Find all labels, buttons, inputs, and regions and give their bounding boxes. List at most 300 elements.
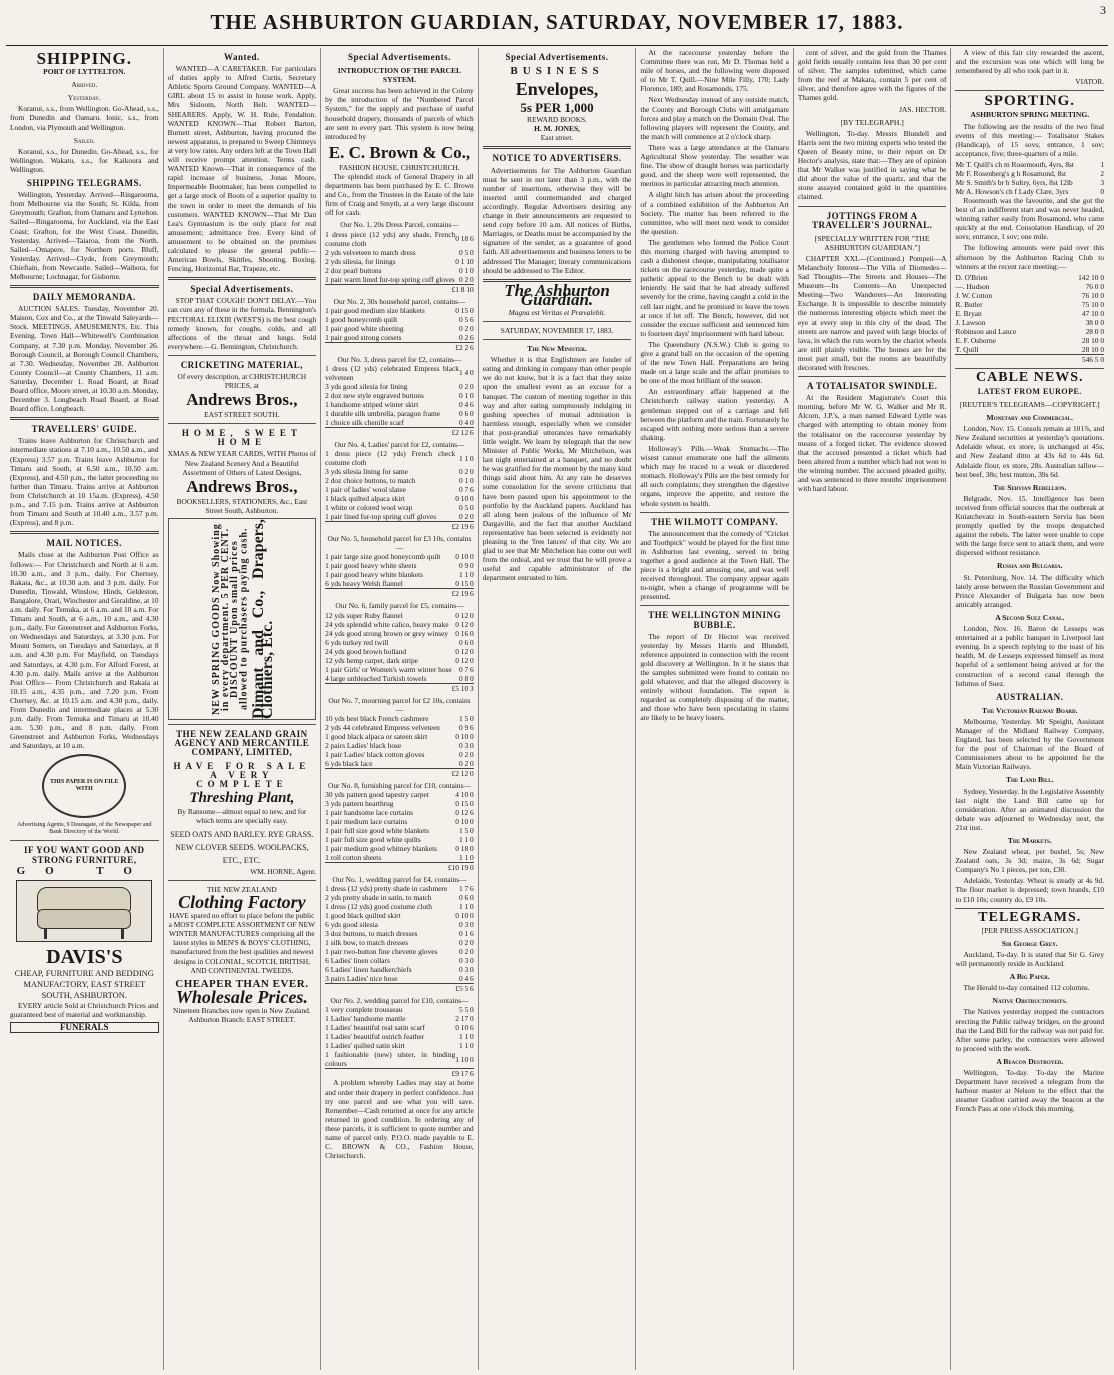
parcel-item-name: 1 pair Ladies' black cotton gloves	[325, 749, 425, 759]
payout-row-value: 142 10 0	[1078, 272, 1105, 282]
parcel-item-price: 2 17 0	[455, 1014, 474, 1024]
police-court-text: The gentlemen who formed the Police Court this morning charged with having attempted to cash a dishonest cheque, manipulating totalisator tickets on the racecourse yesterday, made quite a pathetic appeal to the Bench to be dealt with leniently. He said that he had already suffered severely for the crime, having caught a cold in the cell last night, and he promised to leave the town at once if let off. The Bench, however, did not consider the excuse sufficient and sentenced him to fourteen days' imprisonment with hard labour.	[640, 237, 789, 338]
parcel-item-name: 12 yds hemp carpet, dark stripe	[325, 655, 418, 665]
parcel-heading: Our No. 7, mourning parcel for £2 10s, contains—	[328, 695, 471, 714]
divider	[168, 423, 317, 424]
column-5	[636, 48, 794, 1370]
payout-row	[955, 345, 1104, 354]
parcel-system-text: Great success has been achieved in the Colony by the introduction of the "Numbered Parcel System," for the supply and purchase of useful household drapery, thousands of parcels of which are sent to every part. This system is now being introduced by	[325, 86, 474, 141]
parcel-item	[325, 902, 474, 911]
beacon-text: Wellington, To-day. To-day the Marine Department have received a telegram from the harbour master at Nelson to the effect that the steamer Grafton carried away the beacon at the French Pass at one o'clock this morning.	[955, 1067, 1105, 1114]
parcel-item-name: 1 white or colored wool wrap	[325, 503, 413, 513]
parcel-item-price: 0 10 0	[455, 911, 474, 921]
parcel-item-name: 1 good black alpaca or sateen skirt	[325, 731, 428, 741]
parcel-item-name: 1 pair good medium size blankets	[325, 305, 425, 315]
parcel-item	[325, 485, 474, 494]
parcel-heading: Our No. 1, 20s Dress Parcel, contains—	[340, 220, 459, 230]
parcel-item	[325, 938, 474, 947]
parcel-item	[325, 579, 474, 588]
parcel-item-name: 1 pair good heavy white sheets	[325, 561, 417, 571]
newspaper-title: THE ASHBURTON GUARDIAN, SATURDAY, NOVEMBER 17, 1883.	[210, 10, 904, 34]
race-result-row-value: 1	[1100, 159, 1105, 169]
markets-heading: The Markets.	[1007, 836, 1052, 845]
parcel-item-price: 0 1 0	[458, 390, 474, 400]
parcel-table	[325, 449, 474, 521]
special-ads-text: STOP THAT COUGH! DON'T DELAY.—You can cure any of these in the formula. Bennington's PECTORAL ELIXIR (WEST'S) is the best cough remedy known, for coughs, colds, and all affections of the throat and lungs. Sold everywhere.—G. Bennington, Christchurch.	[167, 296, 317, 351]
payouts-table	[955, 273, 1104, 354]
parcel-item-price: 0 10 6	[455, 1023, 474, 1033]
parcel-item	[325, 835, 474, 844]
mining-bubble-heading: THE WELLINGTON MINING BUBBLE.	[648, 610, 781, 630]
parcel-item-price: 0 2 0	[458, 749, 474, 759]
minister-text: Whether it is that Englishmen are fonder of eating and drinking in company than other people we do not know, but it is a fact that they seize upon the smallest event as an excuse for a banquet. The custom of meeting together in this way and after eating sumptuously indulging in gushing speeches of mutual admiration is harmless enough, especially when we consider that post-prandial utterances have remarkably little weight. We learn by telegraph that the new Minister of Public Works, Mr Mitchelson, was last night entertained at a banquet, and no doubt he was gratified for the moment by the many kind things said about him. At any rate he deserves some consolation for the severe criticisms that have been passed upon his appointment to the portfolio by the Auckland papers. Auckland has all along been jealous of the influence of Mr Dargaville, and the fact that another Auckland representative has been selected is evidently not pleasing to the 'free lances' of that city. We are glad to see that Mr Mitchelson has come out well from the ordeal, and we trust that he will prove a useful and capable administrator of the department entrusted to him.	[482, 355, 632, 583]
divider	[798, 206, 947, 207]
payouts-total: 546 5 0	[955, 354, 1104, 364]
parcel-item	[325, 570, 474, 579]
payout-row-value: 75 10 0	[1081, 299, 1105, 309]
parcel-item	[325, 449, 474, 467]
parcel-item-price: 1 5 0	[458, 826, 474, 835]
divider	[10, 285, 159, 288]
parcel-item	[325, 476, 474, 485]
race-result-row-value: 3	[1100, 177, 1105, 187]
guardian-motto: Magna est Veritas et Prævalebit.	[508, 307, 606, 317]
holloway-text: Holloway's Pills.—Weak Stomachs.—The wisest cannot enumerate one half the ailments which may be traced to a weak or disordered stomach. Holloway's Pills are the best remedy for all such complaints; they strengthen the digestive organs, improve the appetite, and restore the whole system to health.	[640, 443, 789, 508]
clothing-intro: THE NEW ZEALAND	[207, 884, 277, 894]
parcel-item-price: 0 10 0	[455, 817, 474, 826]
parcel-item-price: 0 2 0	[458, 947, 474, 957]
clothing-factory-heading: Clothing Factory	[178, 891, 306, 912]
parcel-item-name: 1 pair of ladies' wool slatee	[325, 485, 406, 495]
payout-row	[955, 327, 1104, 336]
parcel-item-price: 1 1 0	[458, 570, 474, 580]
parcel-item	[325, 929, 474, 938]
divider	[955, 368, 1104, 369]
threshing-plant: Threshing Plant,	[189, 789, 295, 806]
payout-row	[955, 300, 1104, 309]
parcel-item-price: 0 2 0	[458, 758, 474, 768]
parcel-item-price: 0 4 6	[458, 974, 474, 984]
threshing-sub: By Ransome—almost equal to new, and for which terms are specially easy.	[177, 806, 307, 825]
parcel-total: £2 12 6	[325, 427, 474, 437]
parcel-item-price: 1 1 0	[458, 835, 474, 844]
parcel-item-name: 3 yds pattern hearthrug	[325, 799, 394, 808]
page-number: 3	[1100, 3, 1106, 17]
parcel-item-price: 0 3 0	[458, 920, 474, 930]
big-paper-heading: A Big Paper.	[1009, 972, 1050, 982]
divider	[168, 277, 317, 280]
suez-canal-text: London, Nov. 16. Baron de Lesseps was entertained at a public banquet in Liverpool last evening. In a speech replying to the toast of his health, M. de Lesseps expressed himself as most hopeful of a settlement being arrived at for the construction of a second canal through the Isthmus of Suez.	[955, 624, 1105, 688]
parcel-total: £2 19 6	[325, 588, 474, 598]
sailed-text: Koranui, s.s., for Dunedin. Go-Ahead, s.s., for Wellington. Wakatu, s.s., for Kaikoura and Wellington.	[10, 146, 159, 174]
payout-row	[955, 318, 1104, 327]
parcel-item	[325, 503, 474, 512]
divider	[955, 90, 1104, 91]
date-line: SATURDAY, NOVEMBER 17, 1883.	[500, 325, 614, 335]
divider	[10, 840, 159, 841]
jones-name: H. M. JONES,	[534, 124, 580, 134]
divider	[10, 531, 159, 534]
payout-row	[955, 291, 1104, 300]
parcel-item	[325, 409, 474, 418]
parcel-item-price: 0 12 0	[455, 655, 474, 665]
parcel-item-price: 0 8 0	[458, 673, 474, 683]
parcel-item	[325, 790, 474, 799]
parcel-item-name: 1 pair good strong corsets	[325, 332, 402, 342]
parcel-item	[325, 714, 474, 723]
parcel-item	[325, 741, 474, 750]
race-result-row-name: Mr F. Rosenberg's g h Rosamond, 8st	[955, 168, 1067, 178]
silver-text: cent of silver, and the gold from the Thames gold fields usually contains less than 30 per cent of silver. The samples submitted, which came from the reef at Makara, contain 5 per cent of silver, and therefore agree with the figures of the Thames gold.	[797, 48, 947, 103]
andrews2-address: BOOKSELLERS, STATIONERS, &c., East Street South, Ashburton.	[176, 496, 308, 515]
per-thousand: 5s PER 1,000	[520, 100, 594, 116]
parcel-item-name: 6 yds turkey red twill	[325, 637, 389, 647]
natives-text: The Natives yesterday stopped the contractors erecting the Public railway bridges, on the ground that the Land Bill for the railway was not paid for. After some parley, the contractors were allowed to proceed with the work.	[955, 1007, 1105, 1053]
cricketing-heading: CRICKETING MATERIAL,	[180, 359, 304, 370]
hector-signature: JAS. HECTOR.	[899, 104, 947, 114]
payout-row-value: 76 10 0	[1081, 290, 1105, 300]
parcel-item	[325, 947, 474, 956]
mining-bubble-text: The report of Dr Hector was received yesterday by Messrs Harris and Blundell, reference appointed in connection with the recent gold discovery at Wellington. In it he states that the samples submitted were found to contain no gold whatever, and that the alleged discovery is entirely without foundation. The report is regarded as completely disposing of the matter, and those who have been speculating in claims are likely to be heavy losers.	[640, 631, 789, 723]
parcel-item-price: 0 10 0	[455, 731, 474, 741]
parcel-item-price: 0 16 0	[455, 628, 474, 638]
divider	[168, 724, 317, 725]
race-results-table	[955, 160, 1104, 196]
notice-heading: NOTICE TO ADVERTISERS.	[492, 153, 622, 164]
minister-heading: The New Minister.	[527, 344, 587, 354]
viator-signature: VIATOR.	[1075, 77, 1105, 87]
totalisator-heading: A TOTALISATOR SWINDLE.	[806, 381, 938, 392]
parcel-item	[325, 920, 474, 929]
parcel-item	[325, 629, 474, 638]
parcel-item-price: 0 1 6	[458, 929, 474, 939]
parcel-heading: Our No. 1, wedding parcel for £4, contains—	[332, 875, 467, 885]
seeds-list: SEED OATS AND BARLEY. RYE GRASS. NEW CLOVER SEEDS. WOOLPACKS, ETC., ETC.	[170, 829, 314, 865]
parcel-heading: Our No. 4, Ladies' parcel for £2, contains—	[334, 439, 465, 449]
shipping-telegrams-text: Wellington, Yesterday. Arrived—Ringarooma, from Melbourne via the South; St. Kilda, from Greymouth; Grafton, from Oamaru and Lyttelton. Sailed—Ringarooma, for Auckland, via the East Coast; Grafton, for the West Coast. Dunedin, Yesterday. Arrived—Taiaroa, from the North. Sailed—Omapere, for Northern ports. Bluff, Yesterday. Arrived—Clyde, from Greymouth; Chieftain, from Newcastle. Sailed—Waihora, for Melbourne; Lochnagar, for Gisborne.	[10, 190, 159, 281]
parcel-item-name: 1 pair lined fur-top spring cuff gloves	[325, 512, 437, 522]
parcel-item	[325, 1005, 474, 1014]
wilmott-text: The announcement that the comedy of "Cricket and Toothpick" would be played for the first time in Ashburton last evening, served to bring together a good audience at the Town Hall. The piece is a bright and amusing one, and was well received throughout. The company appear again to-night, when a change of programme will be presented.	[640, 528, 789, 602]
grey-heading: Sir George Grey.	[1001, 938, 1058, 948]
parcel-item-price: 1 1 0	[458, 853, 474, 862]
spring-meeting-heading: ASHBURTON SPRING MEETING.	[970, 110, 1090, 120]
parcel-item	[325, 512, 474, 521]
parcel-item-name: 2 yds silesia, for linings	[325, 256, 396, 266]
clothing-footer: Nineteen Branches now open in New Zealand. Ashburton Branch: EAST STREET.	[173, 1005, 311, 1024]
special-ads-heading: Special Advertisements.	[505, 52, 609, 62]
payout-row-value: 28 10 0	[1081, 344, 1105, 354]
parcel-item-price: 1 1 0	[458, 902, 474, 912]
mail-text: Mails close at the Ashburton Post Office as follows:— For Christchurch and North at 6 a.m. 10.30 a.m., and 3 p.m., daily. For Chertsey, Rakaia, &c., at 10.30 a.m. and 3 p.m. daily. For Dunedin, Tinwald, Winslow, Hinds, Geldeston, Bangalore, Orari, Winchester and Geraldine, at 10 a.m. daily. For Temuka, at 6 a.m. and 10 a.m. For Timaru and South, at 6 a.m., 10 a.m., and 4.30 p.m., daily. For Greenstreet and Ashburton Forks, on Wednesdays and Saturdays, at 3.30 p.m. For Mount Somers, on Tuesdays and Saturdays, at 8 a.m. and 4.30 p.m. For Mayfield, on Tuesdays and Saturdays, at 4.30 p.m. For Alford Forest, at 4.30 p.m. daily. Mails arrive at the Ashburton Post Office— From Christchurch and Rakaia at 10.15 a.m., 4.35 p.m., and 7.20 p.m. From Chertsey, &c. at 10.15 a.m. and 4.30 p.m., daily. From Dunedin and intermediate places at 5.30 p.m. daily. From Temuka and Timaru at 10.40 a.m. 5.30 p.m., and 8 p.m. daily. From Greenstreet and Ashburton Forks, Wednesdays and Saturdays, at 10 a.m.	[10, 550, 159, 751]
parcel-item-price: 0 1 10	[455, 256, 474, 266]
payout-row	[955, 336, 1104, 345]
parcel-item-price: 0 12 0	[455, 619, 474, 629]
race-result-row	[955, 187, 1104, 196]
parcel-item-price: 0 2 0	[458, 381, 474, 391]
parcel-item-name: 3 yds good silesia for lining	[325, 381, 408, 391]
spring-goods-ad	[168, 518, 317, 720]
payout-row-name: —. Hudson	[955, 281, 990, 291]
land-bill-text: Sydney, Yesterday. In the Legislative Assembly last night the Land Bill came up for consideration. After an animated discussion the debate was adjourned to Wednesday next, the 21st inst.	[955, 786, 1105, 832]
parcel-item	[325, 364, 474, 382]
spring-meeting-text: The following are the results of the two final events of this meeting:— Totalisator Stakes (Handicap), of 15 sovs; entrance, 1 sov; acceptance, five; three-quarters of a mile.	[955, 121, 1105, 158]
parcel-item-name: 1 black quilted alpaca skirt	[325, 494, 405, 504]
parcel-item	[325, 759, 474, 768]
parcel-item	[325, 974, 474, 983]
business-heading: BUSINESS	[510, 65, 604, 78]
parcel-item-name: 1 pair Girls' or Women's warm winter hose	[325, 664, 452, 674]
parcel-item-price: 0 2 0	[458, 274, 474, 284]
parcel-item-price: 0 10 0	[455, 552, 474, 562]
parcel-item-name: 12 yds super Ruby flannel	[325, 610, 403, 620]
totalisator-text: At the Resident Magistrate's Court this morning, before Mr W. G. Walker and Mr R. Alcorn, J.P.'s, a man named Edward Lyttle was charged with attempting to obtain money from the totalisator on the racecourse yesterday by means of a forged ticket. The evidence showed that the accused presented a ticket which had been altered from a number which had not won to the winning number. The accused pleaded guilty, and was sentenced to three months' imprisonment with hard labour.	[797, 393, 947, 494]
parcel-item-price: 0 1 0	[458, 476, 474, 486]
payout-row-name: D. O'Brien	[955, 272, 988, 282]
parcel-item-price: 0 5 0	[458, 503, 474, 513]
parcel-item-price: 1 5 0	[458, 713, 474, 723]
reward-books: REWARD BOOKS.	[527, 115, 587, 125]
parcel-item-price: 0 2 6	[458, 332, 474, 342]
parcel-item-name: 1 pair medium lace curtains	[325, 817, 408, 826]
brown-co-sub: FASHION HOUSE, CHRISTCHURCH.	[339, 162, 460, 172]
parcel-item	[325, 1041, 474, 1050]
stamp-text: THIS PAPER IS ON FILE WITH	[49, 779, 119, 793]
parcel-item-price: 0 12 6	[455, 808, 474, 817]
ball-text: The Queensbury (N.S.W.) Club is going to give a grand ball on the occasion of the opening of the new Town Hall. Preparations are being made on a large scale and the affair promises to be one of the most brilliant of the season.	[640, 339, 789, 386]
home-sub: XMAS & NEW YEAR CARDS, WITH Photos of New Zealand Scenery And a Beautiful Assortment of Others of Latest Designs,	[167, 449, 317, 477]
parcel-item-name: 1 dress (12 yds) celebrated Empress black velveteen	[325, 363, 459, 382]
parcel-item-price: 0 15 0	[455, 579, 474, 589]
clothing-text: HAVE spared no effort to place before the public a MOST COMPLETE ASSORTMENT OF NEW WINTER MANUFACTURES comprising all the latest styles in MEN'S & BOYS' CLOTHING, manufactured from the best qualities and newest designs in COLONIAL, SCOTCH, BRITISH, AND CONTINENTAL TWEEDS.	[168, 911, 316, 975]
racecourse-text: At the racecourse yesterday before the Committee there was run, Mr D. Thomas held a mile of horses, and the following were disposed of to Mr T. Quill.—Nine Mile Filly, 170; Lady Florence, 180; and Rosamonds, 175.	[640, 48, 789, 94]
parcel-item-price: 1 4 0	[458, 368, 474, 378]
parcel-item-name: 2 pairs Ladies' black hose	[325, 740, 402, 750]
guardian-title: The Ashburton Guardian.	[504, 280, 610, 309]
parcel-item	[325, 884, 474, 893]
stamp-caption: Advertising Agents, 9 Deansgate, of the Newspaper and Bank Directory of the World.	[17, 822, 152, 836]
payout-row-name: E. F. Osborne	[955, 335, 996, 345]
land-bill-heading: The Land Bill.	[1005, 775, 1054, 785]
parcel-item-name: 1 dress piece (12 yds) any shade, French costume cloth	[325, 229, 456, 248]
parcel-item-name: 1 pair two-button fine chevette gloves	[325, 947, 438, 957]
parcel-item-name: 1 pair handsome lace curtains	[325, 808, 413, 817]
parcel-total: £2 2 6	[325, 342, 474, 352]
parcel-item-name: 2 yds pretty shade in satin, to match	[325, 893, 432, 903]
andrews-name: Andrews Bros.,	[186, 390, 298, 410]
parcel-item-name: 2 doz pearl buttons	[325, 265, 382, 275]
wanted-text: WANTED—A CARETAKER. For particulars of duties apply to Alfred Curtis, Secretary Athletic Sports Ground Company. WANTED—A GIRL about 15 to assist in house work. Apply, Mrs Sisloom, North Belt. WANTED—SHEARERS. Apply, W. H. Rule, Fendalton. WANTED KNOWN—That Robert Barton, Burnett street, Ashburton, having procured the newest apparatus, is prepared to Sweep Chimneys at very low rates. Any orders left at the Town Hall will receive prompt attention. Terms cash. WANTED Known—That in consequence of the rapid increase of business, Jonas Moore, Impermeable Bootmaker, has been compelled to get a large stock of Boots of a superior quality to the town in order to meet the demands of his customers. WANTED KNOWN—That Mr Dan Lea's Gymnasium is the only place for real amusement; admittance free. Every kind of amusement to be obtained on the premises calculated to please the general public—American Bowls, Skittles, Shooting, Boxing, Fencing, Horizontal Bar, Trapeze, etc.	[167, 64, 317, 274]
port-heading: PORT OF LYTTELTON.	[43, 67, 126, 77]
cable-news-heading: CABLE NEWS.	[976, 369, 1084, 385]
suez-canal-heading: A Second Suez Canal.	[995, 612, 1065, 622]
divider	[798, 376, 947, 377]
russia-text: St. Petersburg, Nov. 14. The difficulty which lately arose between the Russian Government and Prince Alexander of Bulgaria has now been amicably arranged.	[955, 572, 1105, 609]
parcel-item-price: 1 7 6	[458, 884, 474, 894]
parcel-item-name: 1 choice silk chenille scarf	[325, 417, 404, 427]
parcel-item	[325, 275, 474, 284]
parcel-total: £10 19 0	[325, 862, 474, 872]
payout-row-value: 28 0 0	[1085, 326, 1105, 336]
nz-have-for-sale: HAVE FOR SALE A VERY COMPLETE	[173, 761, 311, 790]
yesterday-label: Yesterday.	[67, 93, 101, 103]
parcel-item-name: 6 yds good silesia	[325, 920, 378, 930]
parcel-item-name: 1 pair good white sheeting	[325, 323, 404, 333]
parcel-item	[325, 333, 474, 342]
divider	[168, 880, 317, 881]
parcel-item-name: 30 yds pattern good tapestry carpet	[325, 790, 429, 799]
parcel-item	[325, 248, 474, 257]
sofa-illustration-icon	[16, 880, 152, 942]
parcel-item-name: 6 yds heavy Welsh flannel	[325, 579, 403, 589]
davis-footer: EVERY article Sold at Christchurch Prices and guaranteed best of material and workmanship.	[10, 1000, 159, 1019]
parcel-heading: Our No. 3, dress parcel for £2, contains—	[337, 354, 462, 364]
parcel-item-price: 0 9 6	[458, 722, 474, 732]
sporting-heading: SPORTING.	[984, 93, 1076, 110]
travellers-text: Trains leave Ashburton for Christchurch and intermediate stations at 7.10 a.m., 10.50 a.m., and (Express) 3.57 p.m. Trains leave Ashburton for Timaru and South, at 6.50 a.m., 10.50 a.m. (Express), and 4.50 p.m., the latter proceeding no further than Timaru. Trains arrive at Ashburton from Christchurch at 10 15a.m. (Express), 4.50 p.m., and 7.15 p.m. Trains arrive at Ashburton from Timaru and South at 10.40 a.m., 3.57 p.m. (Express), and 8 p.m.	[10, 436, 159, 528]
parcel-item	[325, 656, 474, 665]
oamaru-show-text: There was a large attendance at the Oamaru Agricultural Show yesterday. The weather was fine. The show of draught horses was particularly good, and the sheep were well represented, the merinos in particular attracting much attention.	[640, 142, 789, 189]
parcel-table	[325, 230, 474, 284]
divider	[483, 339, 632, 340]
andrews-address: EAST STREET SOUTH.	[204, 410, 280, 420]
parcel-item-price: 0 5 0	[458, 247, 474, 257]
payout-row-name: Robinson and Lance	[955, 326, 1017, 336]
race-result-row-name: Mr S. Smith's br h Sultry, 6yrs, 8st 12lb	[955, 177, 1073, 187]
payout-row-name: E. Bryan	[955, 308, 982, 318]
column-6	[794, 48, 952, 1370]
race-result-row-name: Mr T. Quill's ch m Rosemouth, 4yrs, 8st	[955, 159, 1074, 169]
envelopes-heading: Envelopes,	[515, 79, 599, 100]
parcel-item-name: 1 dress (12 yds) good costume cloth	[325, 902, 432, 912]
masthead	[0, 0, 1114, 44]
divider	[640, 605, 789, 606]
payout-row-value: 47 10 0	[1081, 308, 1105, 318]
parcel-item-name: 2 yds velveteen to match dress	[325, 247, 416, 257]
parcel-item-name: 1 durable silk umbrella, paragon frame	[325, 408, 441, 418]
special-ads-heading: Special Advertisements.	[190, 284, 294, 295]
parcel-item-name: 1 pair large size good honeycomb quilt	[325, 552, 441, 562]
parcel-item	[325, 674, 474, 683]
parcel-item	[325, 1050, 474, 1068]
parcel-item	[325, 382, 474, 391]
parcel-item-price: 0 7 6	[458, 664, 474, 674]
parcel-item-price: 0 6 0	[458, 408, 474, 418]
parcel-item	[325, 391, 474, 400]
monetary-heading: Monetary and Commercial.	[986, 413, 1073, 423]
parcel-item	[325, 1032, 474, 1041]
divider	[168, 355, 317, 356]
parcel-item-price: 0 3 0	[458, 965, 474, 975]
cable-news-sub: LATEST FROM EUROPE.	[977, 386, 1082, 396]
horne-agent: WM. HORNE, Agent.	[250, 866, 317, 876]
railway-board-text: Melbourne, Yesterday. Mr Speight, Assistant Manager of the Midland Railway Company, England, has been selected by the Government for the post of Chairman of the Board of Commissioners about to be appointed for the Main Victorian Railways.	[955, 716, 1105, 772]
parcel-item-name: 3 pairs Ladies' nice hose	[325, 974, 398, 984]
divider	[640, 512, 789, 513]
jones-address: East street.	[540, 133, 574, 143]
parcel-item	[325, 620, 474, 629]
funerals-banner: FUNERALS	[10, 1022, 159, 1033]
parcel-item-price: 0 18 6	[455, 234, 474, 243]
australian-heading: AUSTRALIAN.	[996, 691, 1064, 702]
race-result-row-name: Mr A. Howson's ch f Lady Clare, 3yrs	[955, 186, 1069, 196]
servian-text: Belgrade, Nov. 15. Intelligence has been received from official sources that the outbreak at Kniatchevatz in South-eastern Servia has been promptly quelled by the troops despatched against the rebels. The latter were unable to cope with the large force sent to attack them, and were dispersed without resistance.	[955, 493, 1105, 558]
payouts-heading: The following amounts were paid over this afternoon by the Ashburton Racing Club to winners at the recent race meeting:—	[955, 243, 1105, 271]
railway-text: An extraordinary affair happened at the Christchurch railway station yesterday. A gentleman stepped out of a carriage and fell between the platform and the train. Fortunately he escaped with nothing more serious than a severe shaking.	[640, 387, 789, 442]
parcel-item-name: 1 Ladies' handsome mantle	[325, 1014, 406, 1024]
payout-row	[955, 309, 1104, 318]
servian-heading: The Servian Rebellion.	[993, 482, 1067, 492]
parcel-total: £1 8 10	[325, 284, 474, 294]
parcel-total: £2 12 0	[325, 768, 474, 778]
parcel-item	[325, 723, 474, 732]
jottings-text: CHAPTER XXI.—(Continued.) Pompeii—A Melancholy Interest—The Villa of Diomedes—Sad Thoughts—The Streets and Houses—The Museum—Its Contents—An Unexpected Meeting—Two Wanderers—An Interesting Exchange. It is impossible to describe minutely the numerous interesting objects which meet the eye at every step in this city of the dead. The streets are narrow and paved with large blocks of lava, in which the ruts worn by the chariot wheels are still plainly visible. The houses are for the most part small, but the rooms are beautifully decorated with frescoes.	[797, 253, 947, 372]
go-to: GO TO	[16, 864, 152, 877]
masthead-rule	[6, 45, 1108, 46]
arrived-label: Arrived.	[71, 80, 98, 90]
telegrams-heading: TELEGRAMS.	[978, 909, 1082, 925]
parcel-item-name: 1 Ladies' beautiful ostrich feather	[325, 1032, 425, 1042]
press-association-label: [PER PRESS ASSOCIATION.]	[981, 925, 1078, 935]
race-result-row	[955, 178, 1104, 187]
railway-board-heading: The Victorian Railway Board.	[981, 705, 1078, 715]
cheaper-than-ever: CHEAPER THAN EVER.	[175, 977, 309, 990]
parcel-item-price: 0 4 6	[458, 399, 474, 409]
column-7	[951, 48, 1108, 1370]
parcel-item	[325, 956, 474, 965]
divider	[10, 417, 159, 420]
parcel-item-price: 0 7 6	[458, 485, 474, 495]
parcel-table	[325, 611, 474, 683]
parcel-table	[325, 714, 474, 768]
parcel-item	[325, 638, 474, 647]
parcel-item	[325, 893, 474, 902]
parcel-item-price: 0 5 6	[458, 314, 474, 324]
reuters-copyright: [REUTER'S TELEGRAMS—COPYRIGHT.]	[959, 399, 1100, 409]
divider	[483, 146, 632, 149]
parcel-item	[325, 400, 474, 409]
payout-row	[955, 282, 1104, 291]
parcel-item	[325, 1023, 474, 1032]
parcel-item	[325, 665, 474, 674]
parcel-item-name: 10 yds best black French cashmere	[325, 713, 429, 723]
parcel-item-name: 1 handsome striped winter skirt	[325, 399, 419, 409]
parcel-item-name: 1 silk bow, to match dresses	[325, 938, 409, 948]
jottings-heading: JOTTINGS FROM A TRAVELLER'S JOURNAL.	[811, 210, 933, 230]
column-2	[164, 48, 322, 1370]
parcel-heading: Our No. 8, furnishing parcel for £10, contains—	[328, 780, 471, 790]
parcel-item-name: 1 roll cotton sheets	[325, 853, 382, 862]
natives-heading: Native Obstructionists.	[992, 996, 1068, 1006]
dimant-name: Dimant and Co., Drapers, Clothiers, Etc.	[249, 518, 277, 719]
special-ads-heading: Special Advertisements.	[347, 52, 451, 62]
parcel-table	[325, 1005, 474, 1068]
parcel-item-price: 0 4 0	[458, 417, 474, 427]
parcel-item-name: 1 Ladies' beautiful real satin scarf	[325, 1023, 425, 1033]
parcel-item	[325, 467, 474, 476]
parcel-item	[325, 808, 474, 817]
parcel-table	[325, 552, 474, 588]
parcel-item-name: 1 dress piece (12 yds) French check costume cloth	[325, 449, 456, 468]
parcel-item	[325, 257, 474, 266]
parcel-item-name: 1 pair full size good white quilts	[325, 835, 421, 844]
travellers-heading: TRAVELLERS' GUIDE.	[31, 424, 137, 435]
payout-row-name: J. W. Cotton	[955, 290, 993, 300]
beacon-heading: A Beacon Destroyed.	[996, 1056, 1064, 1066]
race-result-row	[955, 169, 1104, 178]
nz-grain-heading: THE NEW ZEALAND GRAIN AGENCY AND MERCANTILE COMPANY, LIMITED,	[174, 728, 310, 758]
column-3	[321, 48, 479, 1370]
